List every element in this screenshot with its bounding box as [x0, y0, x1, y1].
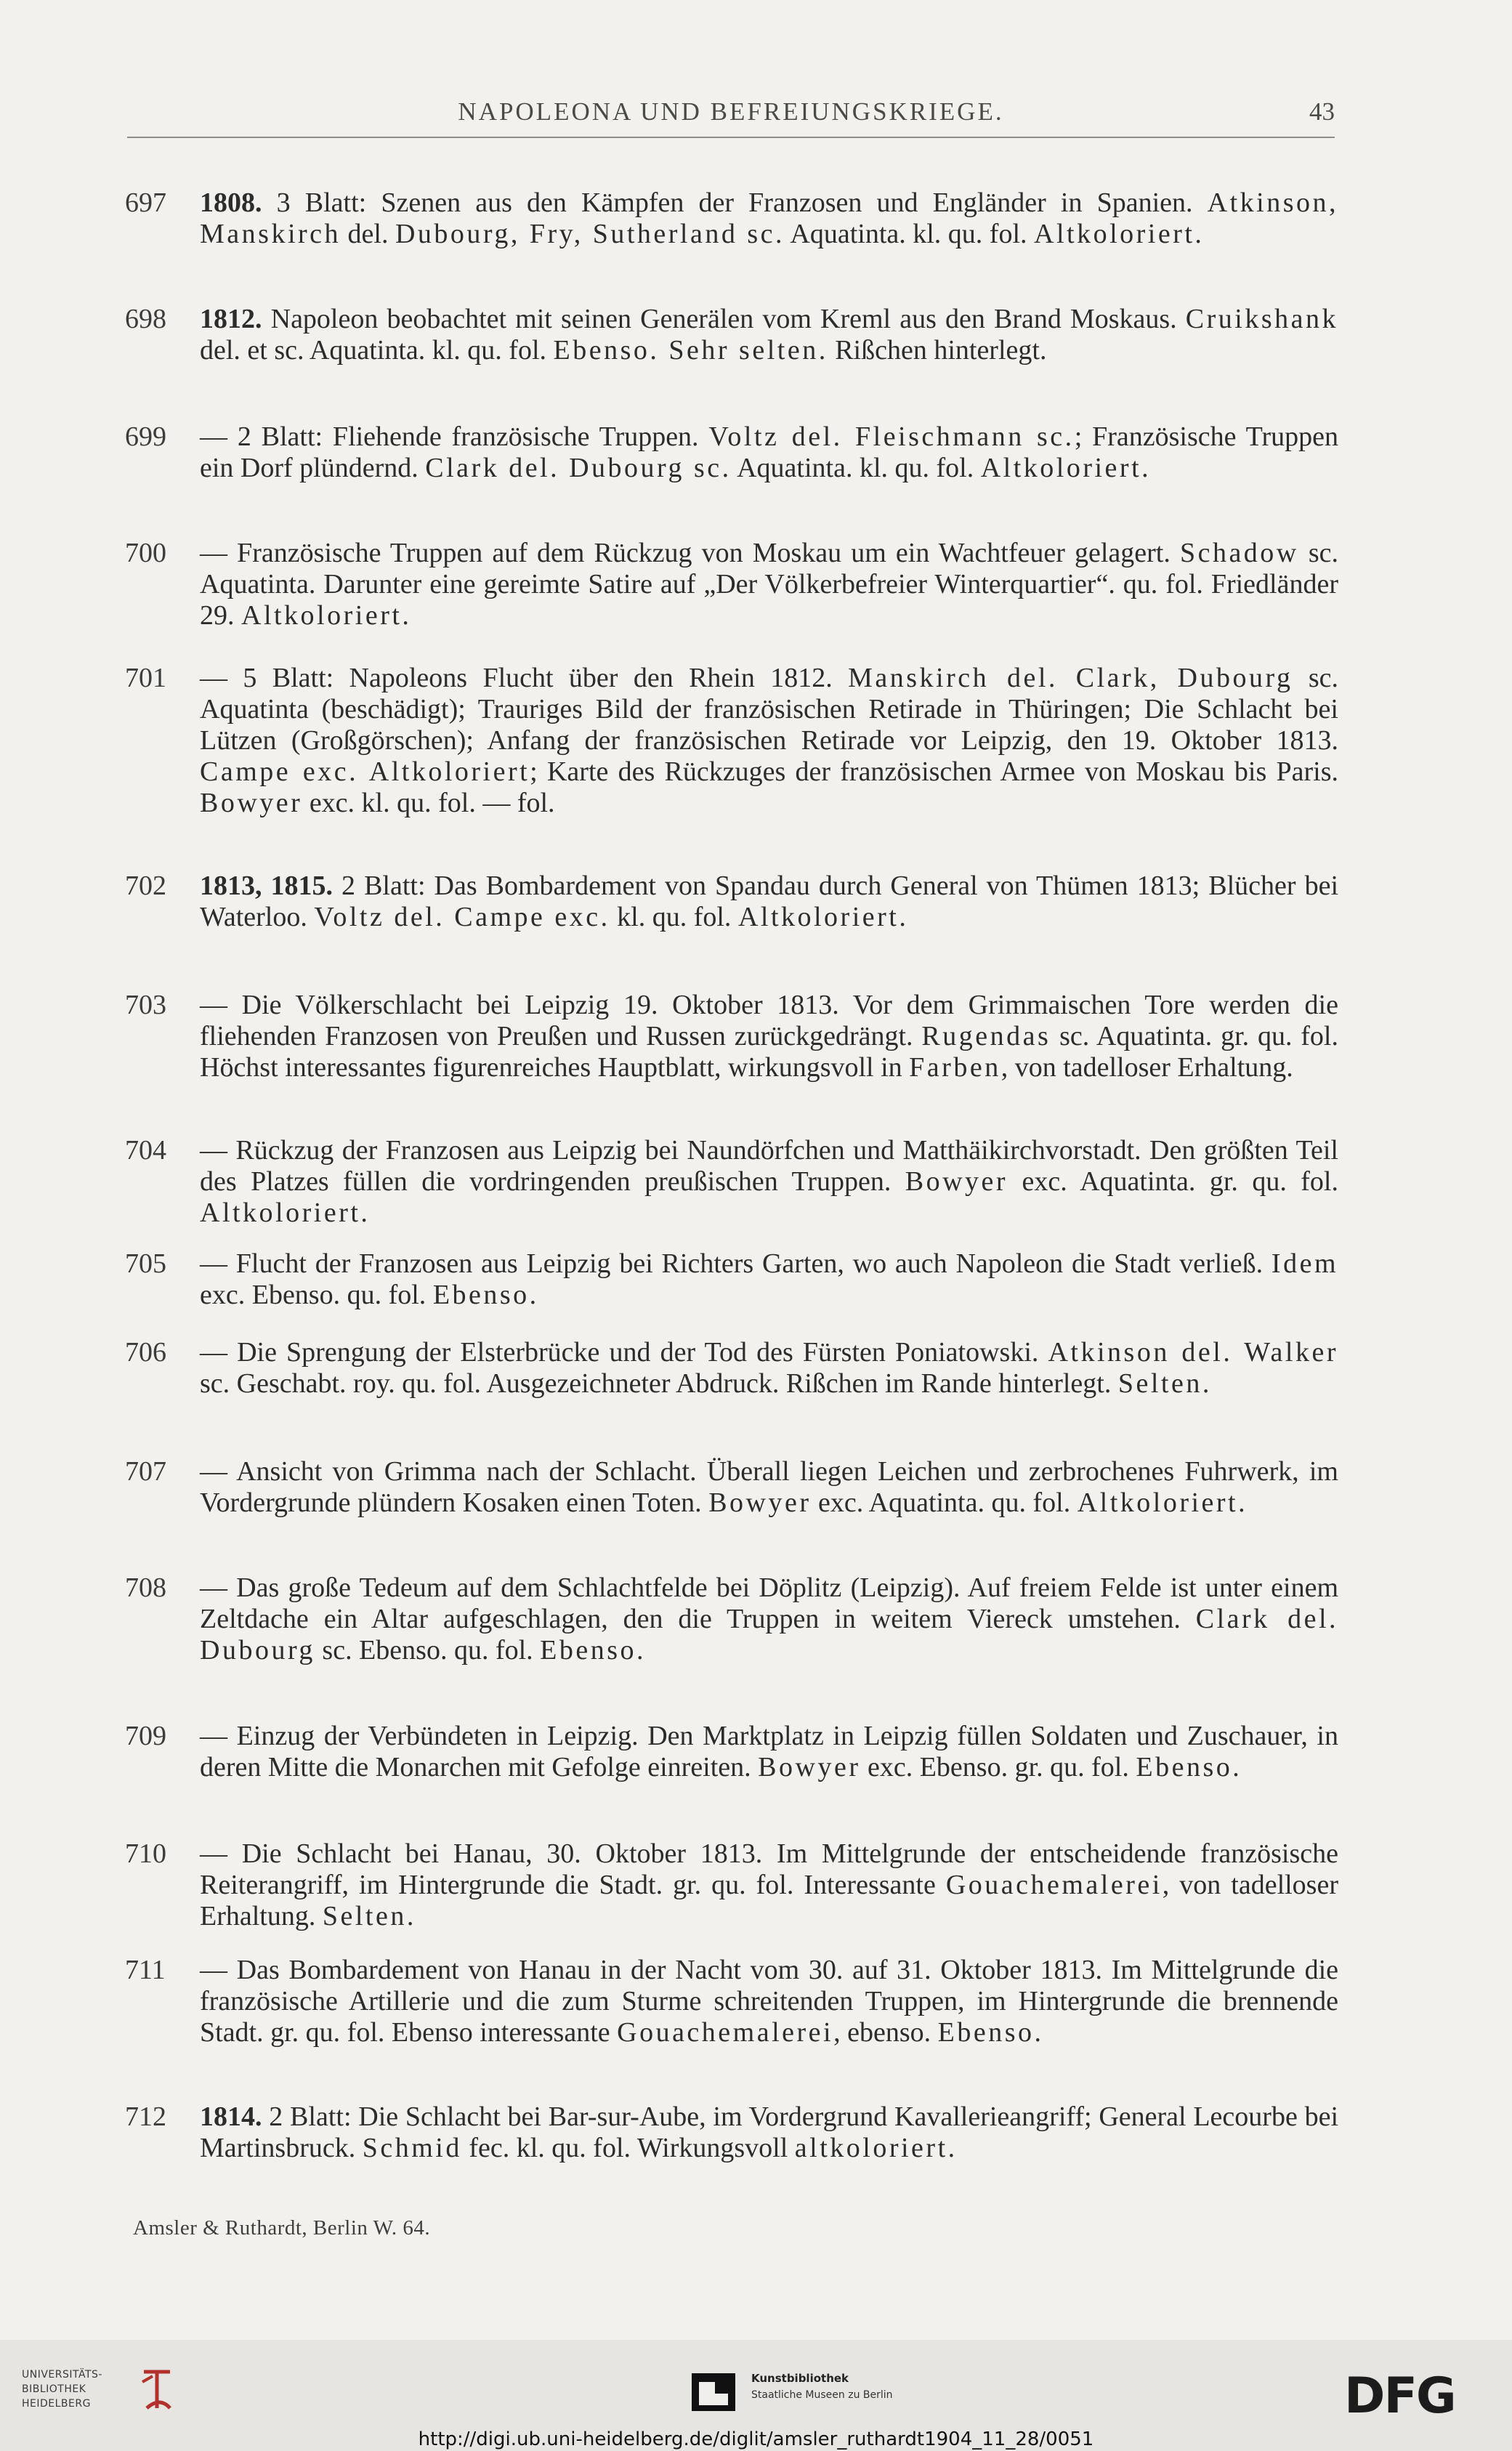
entry-number: 703 — [125, 990, 166, 1020]
kunstbibliothek-subtitle: Staatliche Museen zu Berlin — [751, 2389, 893, 2401]
kunstbibliothek-emblem-icon — [690, 2372, 737, 2412]
artist-or-remark: Gouachemalerei — [617, 2017, 834, 2048]
entry-text — [200, 871, 1338, 933]
artist-or-remark: Altkoloriert. — [1077, 1487, 1248, 1518]
description-text: — Die Sprengung der Elsterbrücke und der Tod des Fürsten Poniatowski. — [200, 1337, 1048, 1368]
artist-or-remark: Rugendas — [921, 1021, 1051, 1051]
artist-or-remark: Ebenso. — [540, 1635, 647, 1665]
description-text: exc. Ebenso. qu. fol. — [200, 1280, 433, 1310]
artist-or-remark: Altkoloriert. — [1034, 219, 1205, 249]
description-text: 2 Blatt: Das Bombardement von Spandau durch General von Thümen 1813; Blücher bei Waterloo. — [200, 871, 1338, 932]
permalink-url[interactable]: http://digi.ub.uni-heidelberg.de/diglit/amsler_ruthardt1904_11_28/0051 — [418, 2428, 1094, 2450]
artist-or-remark: Farben — [909, 1052, 1001, 1083]
description-text: — Das große Tedeum auf dem Schlachtfelde bei Döplitz (Leipzig). Auf freiem Felde ist unter einem Zeltdache ein Altar aufgeschlagen, den die Truppen in weitem Viereck umstehen. — [200, 1572, 1338, 1634]
entry-year: 1814. — [200, 2101, 270, 2132]
heidelberg-library-logo[interactable] — [22, 2367, 182, 2426]
description-text: sc. Aquatinta. gr. qu. fol. Höchst interessantes figurenreiches Hauptblatt, wirkungsvoll in — [200, 1021, 1338, 1083]
entry-text — [200, 1135, 1338, 1229]
artist-or-remark: Ebenso. — [937, 2017, 1044, 2048]
page-header — [127, 93, 1335, 138]
running-title: NAPOLEONA UND BEFREIUNGSKRIEGE. — [458, 97, 1004, 126]
entry-text — [200, 1955, 1338, 2048]
digitization-footer — [0, 2340, 1512, 2451]
entry-text — [200, 1721, 1338, 1783]
description-text: exc. Aquatinta. gr. qu. fol. — [1008, 1166, 1338, 1197]
entry-number: 698 — [125, 304, 166, 334]
page-number: 43 — [1309, 97, 1335, 126]
description-text: , ebenso. — [833, 2017, 938, 2048]
description-text: , von tadelloser Erhaltung. — [200, 1870, 1338, 1931]
description-text: Aquatinta. kl. qu. fol. — [731, 453, 981, 483]
artist-or-remark: Ebenso. Sehr selten. — [553, 335, 828, 366]
entry-text — [200, 1456, 1338, 1519]
entry-year: 1813, 1815. — [200, 871, 342, 901]
description-text: — 2 Blatt: Fliehende französische Truppen. — [200, 421, 709, 452]
artist-or-remark: Bowyer — [200, 788, 303, 818]
description-text: Napoleon beobachtet mit seinen Generälen vom Kreml aus den Brand Moskaus. — [270, 304, 1186, 334]
artist-or-remark: Selten. — [322, 1901, 416, 1931]
artist-or-remark: Voltz del. Fleischmann sc. — [708, 421, 1075, 452]
artist-or-remark: Altkoloriert. — [737, 902, 909, 932]
artist-or-remark: Atkinson, Manskirch — [200, 187, 1339, 249]
artist-or-remark: Schmid — [362, 2133, 462, 2163]
dfg-logo[interactable]: DFG — [1344, 2367, 1455, 2425]
artist-or-remark: altkoloriert. — [794, 2133, 958, 2163]
artist-or-remark: Cruikshank — [1185, 304, 1339, 334]
entry-number: 712 — [125, 2101, 166, 2132]
entry-text — [200, 1838, 1338, 1932]
description-text: — Rückzug der Franzosen aus Leipzig bei Naundörfchen und Matthäikirchvorstadt. Den größten Teil des Platzes füllen die vordringenden preußischen Truppen. — [200, 1135, 1338, 1197]
entry-number: 709 — [125, 1721, 166, 1751]
entry-text — [200, 1248, 1338, 1311]
description-text: sc. Ebenso. qu. fol. — [315, 1635, 541, 1665]
description-text: — Ansicht von Grimma nach der Schlacht. Überall liegen Leichen und zerbrochenes Fuhrwerk, im Vordergrunde plündern Kosaken einen Toten. — [200, 1456, 1338, 1518]
entry-text — [200, 1572, 1338, 1666]
description-text: — Die Schlacht bei Hanau, 30. Oktober 1813. Im Mittelgrunde der entscheidende französische Reiterangriff, im Hintergrunde die Stadt. gr. qu. fol. Interessante — [200, 1838, 1338, 1900]
entry-number: 701 — [125, 663, 166, 693]
artist-or-remark: Atkinson del. Walker — [1048, 1337, 1338, 1368]
heidelberg-emblem-icon — [138, 2367, 176, 2412]
entry-number: 699 — [125, 421, 166, 452]
artist-or-remark: Bowyer — [905, 1166, 1008, 1197]
description-text: sc. Aquatinta (beschädigt); Trauriges Bild der französischen Retirade in Thüringen; Die Schlacht bei Lützen (Großgörschen); Anfang der französischen Retirade vor Leipzig, den 19. Oktober 1813. — [200, 663, 1339, 756]
entry-year: 1808. — [200, 187, 277, 218]
artist-or-remark: Selten. — [1117, 1368, 1212, 1399]
entry-number: 711 — [125, 1955, 166, 1985]
artist-or-remark: Altkoloriert. — [980, 453, 1152, 483]
description-text: exc. Ebenso. gr. qu. fol. — [860, 1752, 1136, 1782]
kunstbibliothek-name: Kunstbibliothek — [751, 2372, 849, 2385]
description-text: — Die Völkerschlacht bei Leipzig 19. Oktober 1813. Vor dem Grimmaischen Tore werden die fliehenden Franzosen von Preußen und Russen zurückgedrängt. — [200, 990, 1338, 1051]
description-text: sc. Aquatinta. Darunter eine gereimte Satire auf „Der Völkerbefreier Winterquartier“. qu. fol. Friedländer 29. — [200, 538, 1338, 631]
entry-text — [200, 663, 1338, 819]
artist-or-remark: Idem — [1271, 1248, 1338, 1279]
entry-text — [200, 990, 1338, 1083]
entry-number: 708 — [125, 1572, 166, 1603]
artist-or-remark: Dubourg, Fry, Sutherland sc. — [395, 219, 785, 249]
entry-text — [200, 1337, 1338, 1400]
entry-year: 1812. — [200, 304, 271, 334]
artist-or-remark: Clark del. Dubourg sc. — [425, 453, 732, 483]
description-text: — Einzug der Verbündeten in Leipzig. Den Marktplatz in Leipzig füllen Soldaten und Zuschauer, in deren Mitte die Monarchen mit Gefolge einreiten. — [200, 1721, 1338, 1782]
artist-or-remark: Gouachemalerei — [945, 1870, 1163, 1900]
description-text: del. et sc. Aquatinta. kl. qu. fol. — [200, 335, 554, 366]
kunstbibliothek-logo[interactable] — [690, 2362, 952, 2420]
entry-text — [200, 421, 1338, 484]
description-text: — Das Bombardement von Hanau in der Nacht vom 30. auf 31. Oktober 1813. Im Mittelgrunde die französische Artillerie und die zum Sturme schreitenden Truppen, im Hintergrunde die brennende Stadt. gr. qu. fol. Ebenso interessante — [200, 1955, 1338, 2048]
artist-or-remark: Bowyer — [758, 1752, 861, 1782]
entry-number: 710 — [125, 1838, 166, 1869]
description-text: Aquatinta. kl. qu. fol. — [785, 219, 1035, 249]
entry-number: 700 — [125, 538, 166, 568]
description-text: Rißchen hinterlegt. — [828, 335, 1047, 366]
entry-number: 706 — [125, 1337, 166, 1368]
printer-imprint: Amsler & Ruthardt, Berlin W. 64. — [133, 2216, 431, 2240]
description-text: — Französische Truppen auf dem Rückzug von Moskau um ein Wachtfeuer gelagert. — [200, 538, 1180, 568]
artist-or-remark: Altkoloriert. — [200, 1198, 371, 1228]
description-text: ; Karte des Rückzuges der französischen Armee von Moskau bis Paris. — [530, 756, 1338, 787]
entry-text — [200, 2101, 1338, 2164]
artist-or-remark: Clark del. Dubourg — [200, 1604, 1338, 1665]
description-text: — Flucht der Franzosen aus Leipzig bei Richters Garten, wo auch Napoleon die Stadt verließ. — [200, 1248, 1272, 1279]
entry-number: 697 — [125, 187, 166, 218]
entry-text — [200, 304, 1338, 366]
library-name: UNIVERSITÄTS- BIBLIOTHEK HEIDELBERG — [22, 2369, 102, 2410]
description-text: exc. kl. qu. fol. — fol. — [302, 788, 555, 818]
artist-or-remark: Schadow — [1179, 538, 1299, 568]
entry-number: 705 — [125, 1248, 166, 1279]
artist-or-remark: Voltz del. Campe exc. — [314, 902, 610, 932]
artist-or-remark: Campe exc. Altkoloriert — [200, 756, 530, 787]
description-text: 3 Blatt: Szenen aus den Kämpfen der Franzosen und Engländer in Spanien. — [276, 187, 1208, 218]
description-text: — 5 Blatt: Napoleons Flucht über den Rhein 1812. — [200, 663, 849, 693]
artist-or-remark: Manskirch del. Clark, Dubourg — [848, 663, 1293, 693]
description-text: del. — [341, 219, 395, 249]
entry-number: 707 — [125, 1456, 166, 1487]
artist-or-remark: Altkoloriert. — [241, 600, 412, 631]
entry-number: 704 — [125, 1135, 166, 1166]
artist-or-remark: Bowyer — [708, 1487, 812, 1518]
artist-or-remark: Ebenso. — [432, 1280, 539, 1310]
description-text: kl. qu. fol. — [610, 902, 738, 932]
description-text: exc. Aquatinta. qu. fol. — [811, 1487, 1078, 1518]
artist-or-remark: Ebenso. — [1136, 1752, 1242, 1782]
description-text: 2 Blatt: Die Schlacht bei Bar-sur-Aube, im Vordergrund Kavallerieangriff; General Lecourbe bei Martinsbruck. — [200, 2101, 1339, 2163]
entry-text — [200, 187, 1338, 250]
entry-number: 702 — [125, 871, 166, 901]
description-text: fec. kl. qu. fol. Wirkungsvoll — [461, 2133, 795, 2163]
description-text: ; Französische Truppen ein Dorf plündernd. — [200, 421, 1339, 483]
description-text: sc. Geschabt. roy. qu. fol. Ausgezeichneter Abdruck. Rißchen im Rande hinterlegt. — [200, 1368, 1118, 1399]
entry-text — [200, 538, 1338, 631]
description-text: , von tadelloser Erhaltung. — [1000, 1052, 1293, 1083]
